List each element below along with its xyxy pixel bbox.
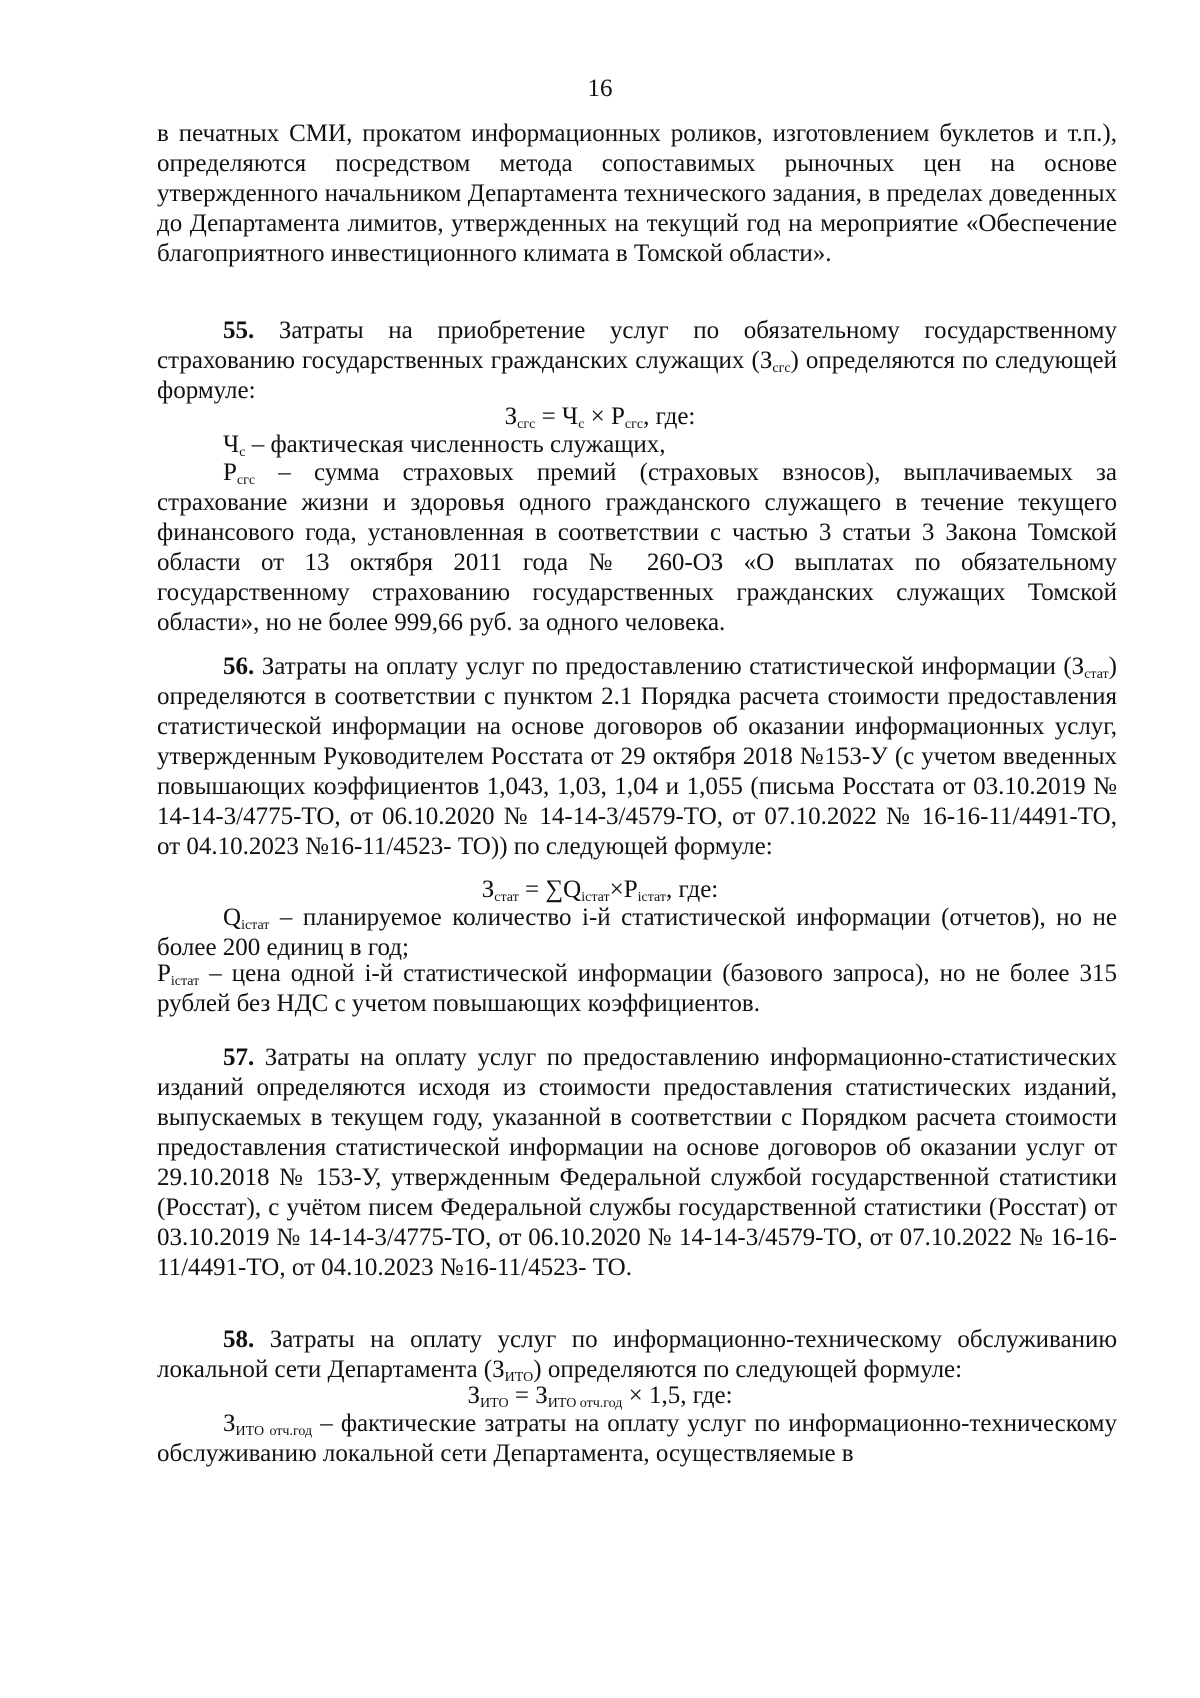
paragraph-text: Затраты на оплату услуг по информационно-техническому обслуживанию локальной сети Департамента (З xyxy=(157,1326,1117,1383)
paragraph-number: 57. xyxy=(223,1044,255,1071)
paragraph-55 xyxy=(157,316,1117,406)
paragraph-58 xyxy=(157,1325,1117,1385)
paragraph-text: Затраты на приобретение услуг по обязательному государственному страхованию государственных гражданских служащих (З xyxy=(157,317,1117,374)
paragraph-text: Затраты на оплату услуг по предоставлению статистической информации (З xyxy=(254,653,1085,680)
page-number: 16 xyxy=(587,75,613,102)
definition-qistat: $Q_{iстат}$ – планируемое количество i-й статистической информации (отчетов), но не более 200 единиц в год; xyxy=(157,904,1117,961)
subscript: стат xyxy=(1084,667,1109,682)
paragraph-text: ) определяются по следующей формуле: xyxy=(533,1356,963,1383)
paragraph-56 xyxy=(157,652,1117,862)
formula-55: $З_{сгс} = Ч_с \times Р_{сгс}$, где: xyxy=(504,403,696,432)
intro-paragraph: в печатных СМИ, прокатом информационных роликов, изготовлением буклетов и т.п.), определяются посредством метода сопоставимых рыночных цен на основе утвержденного начальником Департамента технического задания, в пределах доведенных до Департамента лимитов, утвержденных на текущий год на мероприятие «Обеспечение благоприятного инвестиционного климата в Томской области». xyxy=(157,120,1117,267)
subscript: сгс xyxy=(772,361,791,376)
definition-chs: $Ч_с$ – фактическая численность служащих, xyxy=(223,431,666,460)
paragraph-number: 55. xyxy=(223,317,255,344)
subscript: ИТО xyxy=(504,1370,534,1385)
definition-zito-otchgod: $З_{ИТО отч.год}$ – фактические затраты на оплату услуг по информационно-техническому обслуживанию локальной сети Департамента, осуществляемые в xyxy=(157,1410,1117,1467)
paragraph-text: Затраты на оплату услуг по предоставлению информационно-статистических изданий определяются исходя из стоимости предоставления статистических изданий, выпускаемых в текущем году, указанной в соответствии с Порядком расчета стоимости предоставления статистической информации на основе договоров об оказании услуг от 29.10.2018 № 153-У, утвержденным Федеральной службой государственной статистики (Росстат), с учётом писем Федеральной службы государственной статистики (Росстат) от 03.10.2019 № 14-14-3/4775-ТО, от 06.10.2020 № 14-14-3/4579-ТО, от 07.10.2022 № 16-16-11/4491-ТО, от 04.10.2023 №16-11/4523- ТО. xyxy=(157,1044,1117,1281)
paragraph-text: ) определяются в соответствии с пунктом 2.1 Порядка расчета стоимости предоставления статистической информации на основе договоров об оказании информационных услуг, утвержденным Руководителем Росстата от 29 октября 2018 №153-У (с учетом введенных повышающих коэффициентов 1,043, 1,03, 1,04 и 1,055 (письма Росстата от 03.10.2019 № 14-14-3/4775-ТО, от 06.10.2020 № 14-14-3/4579-ТО, от 07.10.2022 № 16-16-11/4491-ТО, от 04.10.2023 №16-11/4523- ТО)) по следующей формуле: xyxy=(157,653,1117,860)
paragraph-number: 56. xyxy=(223,653,255,680)
definition-psgs: $Р_{сгс}$ – сумма страховых премий (страховых взносов), выплачиваемых за страхование жизни и здоровья одного гражданского служащего в течение текущего финансового года, установленная в соответствии с частью 3 статьи 3 Закона Томской области от 13 октября 2011 года № 260-ОЗ «О выплатах по обязательному государственному страхованию государственных гражданских служащих Томской области», но не более 999,66 руб. за одного человека. xyxy=(157,459,1117,636)
formula-56: $З_{стат} = \sum Q_{iстат}\times P_{iстат}$, где: xyxy=(481,876,719,905)
paragraph-number: 58. xyxy=(223,1326,255,1353)
formula-58: $З_{ИТО} = З_{ИТО отч.год} \times 1,5$, где: xyxy=(467,1382,733,1411)
definition-pistat: $P_{iстат}$ – цена одной i-й статистической информации (базового запроса), но не более 315 рублей без НДС с учетом повышающих коэффициентов. xyxy=(157,960,1117,1017)
paragraph-text: ) определяются по следующей формуле: xyxy=(157,347,1117,404)
paragraph-57 xyxy=(157,1043,1117,1283)
